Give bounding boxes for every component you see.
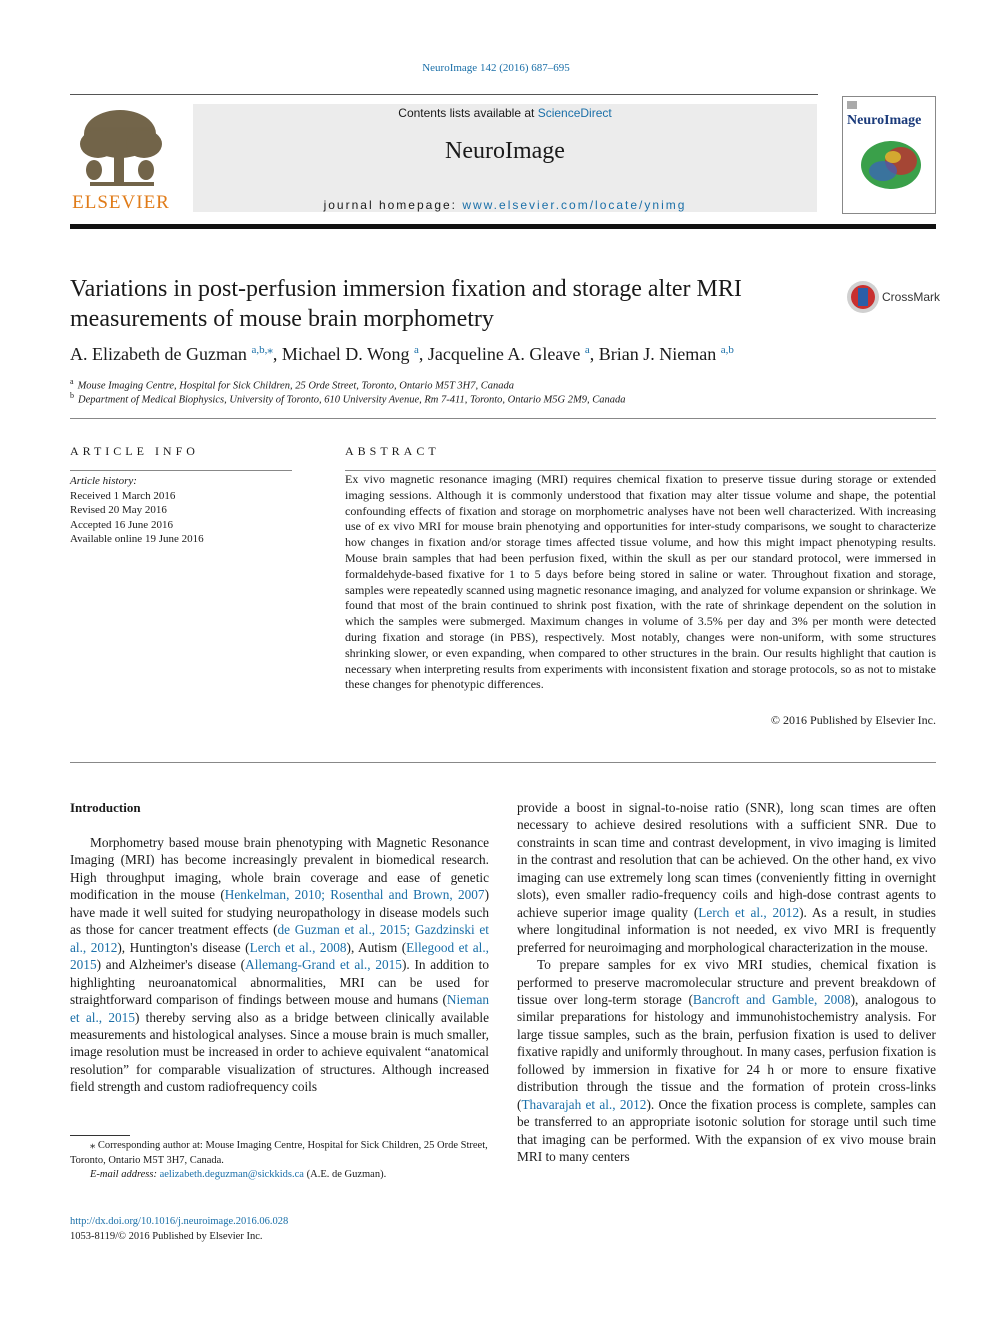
citation-link[interactable]: Henkelman, 2010; Rosenthal and Brown, 2007 — [224, 887, 485, 903]
author-list: A. Elizabeth de Guzman $^{a,b,⁎}$, Michael D. Wong $^a$, Jacqueline A. Gleave $^a$, Brian J. Nieman $^{a,b}$ — [70, 344, 734, 364]
affiliation-b: $^b$ Department of Medical Biophysics, University of Toronto, 610 University Avenue, Rm 7-411, Toronto, Ontario M5G 2M9, Canada — [70, 391, 626, 406]
email-link[interactable]: aelizabeth.deguzman@sickkids.ca — [159, 1169, 304, 1180]
crossmark-label: CrossMark — [882, 290, 941, 304]
affiliation-a: $^a$ Mouse Imaging Centre, Hospital for Sick Children, 25 Orde Street, Toronto, Ontario M5T 3H7, Canada — [70, 377, 514, 392]
article-info-rule — [70, 470, 292, 471]
citation-link[interactable]: Bancroft and Gamble, 2008 — [692, 991, 851, 1007]
affiliation-rule — [70, 418, 936, 419]
crossmark-icon — [846, 280, 880, 314]
citation-link[interactable]: de Guzman et al., 2015; Gazdzinski et al., 2012 — [70, 922, 489, 955]
article-title: Variations in post-perfusion immersion fixation and storage alter MRI measurements of mouse brain morphometry — [70, 276, 742, 332]
body-paragraph: provide a boost in signal-to-noise ratio (SNR), long scan times are often necessary to achieve desired resolutions with a sufficient SNR. Due to constraints in scan time and contrast development, in vivo imaging is limited in the contrast and resolution that can be achieved. On the other hand, ex vivo imaging can use extremely long scan times (conveniently fitting in overnight slots), even smaller radio-frequency coils and high-dose contrast agents to achieve superior image quality (Lerch et al., 2012). As a result, in studies where longitudinal information is not needed, ex vivo MRI is frequently preferred for neuroimaging and morphological characterization in the mouse. — [517, 800, 936, 955]
abstract-text: Ex vivo magnetic resonance imaging (MRI) requires chemical fixation to preserve tissue during storage or extended imaging sessions. Although it is commonly understood that fixation may alter tissue volume and shape, the potential confounding effects of fixation and storage on morphometric analyses have not been well characterized. With increasing use of ex vivo MRI for mouse brain phenotying and opportunities for inter-study comparisons, we sought to characterize how changes in fixation and/or storage times affected tissue volume, and how this might impact phenotyping results. Mouse brain samples that had been perfusion fixed, within the skull as per our standard protocol, were immersed in formaldehyde-based fixative for 1 to 5 days before being stored in saline or water. Throughout fixation and storage, samples were repeatedly scanned using magnetic resonance imaging, and analyzed for volume expansion or shrinkage. We found that most of the brain continued to shrink post fixation, with the rate of shrinkage dependent on the solution in which the samples were submerged. Maximum changes in volume of 3.5% per day and 3% per month were detected during fixation and storage (in PBS), respectively. Most notably, changes were non-uniform, with some structures shrinking slower, or even expanding, when compared to other structures in the brain. Our results highlight that caution is necessary when interpreting results from experiments with inconsistent fixation and storage protocols, so as not to mistake these changes for phenotypic differences. — [345, 472, 936, 692]
abstract-rule — [345, 470, 936, 471]
online-date: Available online 19 June 2016 — [70, 533, 204, 545]
received-date: Received 1 March 2016 — [70, 489, 176, 502]
crossmark-badge[interactable] — [846, 280, 941, 316]
issn-line: 1053-8119/© 2016 Published by Elsevier Inc. — [70, 1230, 263, 1242]
article-history — [70, 474, 290, 547]
author-name[interactable]: Michael D. Wong — [281, 344, 410, 364]
brain-cover-icon — [843, 97, 935, 213]
author-affiliation-mark[interactable]: a,b — [720, 344, 734, 356]
author-name[interactable]: A. Elizabeth de Guzman — [70, 344, 247, 364]
accepted-date: Accepted 16 June 2016 — [70, 518, 173, 531]
citation-link[interactable]: Ellegood et al., 2015 — [70, 939, 489, 973]
abstract-copyright: © 2016 Published by Elsevier Inc. — [770, 713, 936, 727]
header-thick-rule — [70, 224, 936, 229]
section-heading-introduction: Introduction — [70, 800, 141, 815]
citation-link[interactable]: Allemang-Grand et al., 2015 — [245, 957, 402, 973]
body-paragraph: To prepare samples for ex vivo MRI studies, chemical fixation is performed to preserve macromolecular structure and prevent breakdown of tissue over long-term storage (Bancroft and Gamble, 2008), analogous to similar preparations for histology and immunohistochemistry analysis. For large tissue samples, such as the brain, perfusion fixation is used to deliver fixative rapidly and uniformly throughout. In many cases, perfusion fixation is followed by immersion in fixative for 24 h or more to ensure fixative distribution through the tissue and the formation of protein cross-links (Thavarajah et al., 2012). Once the fixation process is complete, samples can be transferred to an appropriate isotonic solution for storage until such time that imaging can be performed. With the expansion of ex vivo mouse brain MRI to many centers — [517, 957, 936, 1165]
cover-title: NeuroImage — [847, 113, 922, 128]
header-rule — [70, 94, 818, 95]
body-column-right — [517, 799, 936, 1166]
journal-homepage: journal homepage: www.elsevier.com/locate/ynimg — [323, 198, 687, 212]
history-label: Article history: — [70, 475, 137, 487]
abstract-bottom-rule — [70, 762, 936, 763]
journal-cover — [842, 96, 936, 214]
author-affiliation-mark[interactable]: a — [584, 344, 590, 356]
doi-block — [70, 1215, 489, 1244]
elsevier-wordmark: ELSEVIER — [72, 192, 170, 213]
body-column-left — [70, 834, 489, 1096]
footnote-rule — [70, 1135, 130, 1136]
revised-date: Revised 20 May 2016 — [70, 504, 167, 516]
author-affiliation-mark[interactable]: a — [414, 344, 419, 356]
sciencedirect-link[interactable]: ScienceDirect — [537, 106, 612, 120]
article-info-heading: ARTICLE INFO — [70, 444, 199, 458]
abstract-heading: ABSTRACT — [345, 444, 440, 458]
journal-name: NeuroImage — [445, 138, 565, 164]
contents-line: Contents lists available at ScienceDirect — [398, 106, 612, 120]
elsevier-logo — [70, 104, 172, 214]
author-name[interactable]: Jacqueline A. Gleave — [427, 344, 581, 364]
citation-link[interactable]: Thavarajah et al., 2012 — [521, 1096, 647, 1112]
citation-link[interactable]: Nieman et al., 2015 — [70, 992, 489, 1025]
author-affiliation-mark[interactable]: a,b,⁎ — [251, 344, 273, 356]
corresponding-author-footnote: ⁎ Corresponding author at: Mouse Imaging Centre, Hospital for Sick Children, 25 Orde Street, Toronto, Ontario M5T 3H7, Canada. E-mail address: aelizabeth.deguzman@sickkids.ca (A.E. de Guzman). — [70, 1140, 488, 1180]
author-name[interactable]: Brian J. Nieman — [598, 344, 717, 364]
citation-link[interactable]: Lerch et al., 2008 — [249, 939, 347, 955]
doi-link[interactable]: http://dx.doi.org/10.1016/j.neuroimage.2016.06.028 — [70, 1216, 289, 1227]
journal-citation[interactable]: NeuroImage 142 (2016) 687–695 — [422, 62, 570, 74]
body-paragraph: Morphometry based mouse brain phenotyping with Magnetic Resonance Imaging (MRI) has become increasingly prevalent in biomedical research. High throughput imaging, whole brain coverage and ease of genetic modification in the mouse (Henkelman, 2010; Rosenthal and Brown, 2007) have made it well suited for studying neuropathology in disease models such as those for cancer treatment effects (de Guzman et al., 2015; Gazdzinski et al., 2012), Huntington's disease (Lerch et al., 2008), Autism (Ellegood et al., 2015) and Alzheimer's disease (Allemang-Grand et al., 2015). In addition to highlighting neuroanatomical abnormalities, MRI can be used for straightforward comparison of findings between mouse and humans (Nieman et al., 2015) thereby serving also as a bridge between clinically available measurements and histological analyses. Since a mouse brain is much smaller, image resolution must be increased in order to achieve equivalent “anatomical resolution” for comparable visualization of structures. Although increased field strength and custom radiofrequency coils — [70, 835, 490, 1095]
homepage-link[interactable]: www.elsevier.com/locate/ynimg — [462, 198, 687, 212]
citation-link[interactable]: Lerch et al., 2012 — [698, 904, 800, 920]
